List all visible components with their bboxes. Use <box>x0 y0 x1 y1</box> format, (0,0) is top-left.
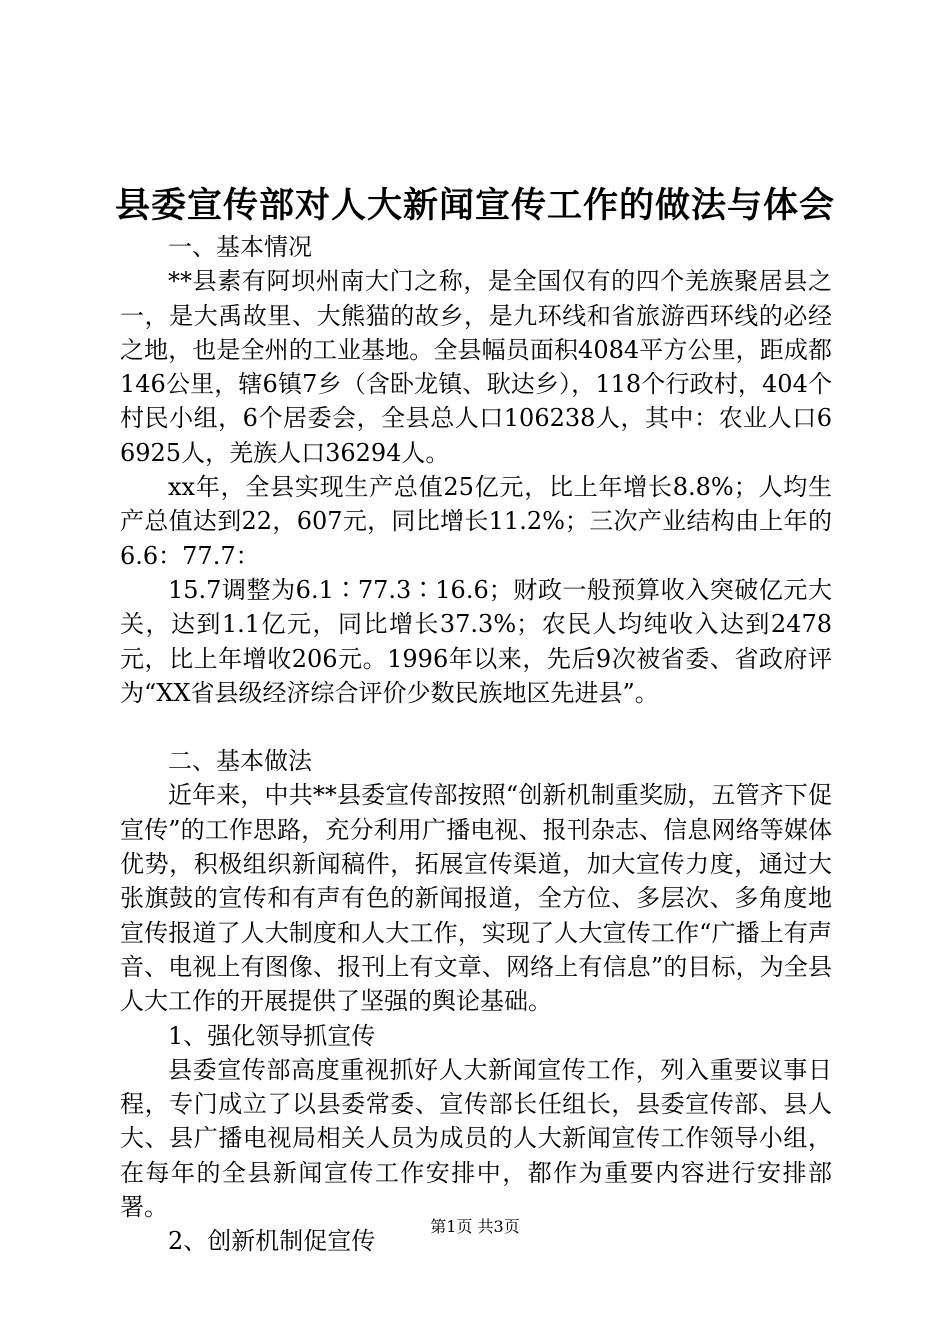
paragraph-finance: 15.7调整为6.1∶77.3∶16.6；财政一般预算收入突破亿元大关，达到1.1亿元，同比增长37.3%；农民人均纯收入达到2478元，比上年增收206元。1996年以来，先后9次被省委、省政府评为“XX省县级经济综合评价少数民族地区先进县”。 <box>120 575 832 707</box>
subheading-mechanism: 2、创新机制促宣传 <box>168 1227 376 1256</box>
page-footer: 第1页 共3页 <box>430 1217 520 1236</box>
document-body <box>120 230 832 1259</box>
paragraph-economy: xx年，全县实现生产总值25亿元，比上年增长8.8%；人均生产总值达到22，607元，同比增长11.2%；三次产业结构由上年的6.6：77.7： <box>120 473 832 570</box>
paragraph-practices-overview: 近年来，中共**县委宣传部按照“创新机制重奖励，五管齐下促宣传”的工作思路，充分利用广播电视、报刊杂志、信息网络等媒体优势，积极组织新闻稿件，拓展宣传渠道，加大宣传力度，通过大张旗鼓的宣传和有声有色的新闻报道，全方位、多层次、多角度地宣传报道了人大制度和人大工作，实现了人大宣传工作“广播上有声音、电视上有图像、报刊上有文章、网络上有信息”的目标，为全县人大工作的开展提供了坚强的舆论基础。 <box>120 781 832 1016</box>
paragraph-leadership: 县委宣传部高度重视抓好人大新闻宣传工作，列入重要议事日程，专门成立了以县委常委、宣传部长任组长，县委宣传部、县人大、县广播电视局相关人员为成员的人大新闻宣传工作领导小组，在每年的全县新闻宣传工作安排中，都作为重要内容进行安排部署。 <box>120 1055 832 1222</box>
paragraph-county-overview: **县素有阿坝州南大门之称，是全国仅有的四个羌族聚居县之一，是大禹故里、大熊猫的故乡，是九环线和省旅游西环线的必经之地，也是全州的工业基地。全县幅员面积4084平方公里，距成都146公里，辖6镇7乡（含卧龙镇、耿达乡），118个行政村，404个村民小组，6个居委会，全县总人口106238人，其中：农业人口66925人，羌族人口36294人。 <box>120 267 832 467</box>
blank-line <box>120 710 832 744</box>
document-title: 县委宣传部对人大新闻宣传工作的做法与体会 <box>114 185 835 226</box>
section-heading-basic-situation: 一、基本情况 <box>168 233 312 261</box>
subheading-leadership: 1、强化领导抓宣传 <box>168 1021 376 1050</box>
section-heading-basic-practices: 二、基本做法 <box>168 747 312 776</box>
